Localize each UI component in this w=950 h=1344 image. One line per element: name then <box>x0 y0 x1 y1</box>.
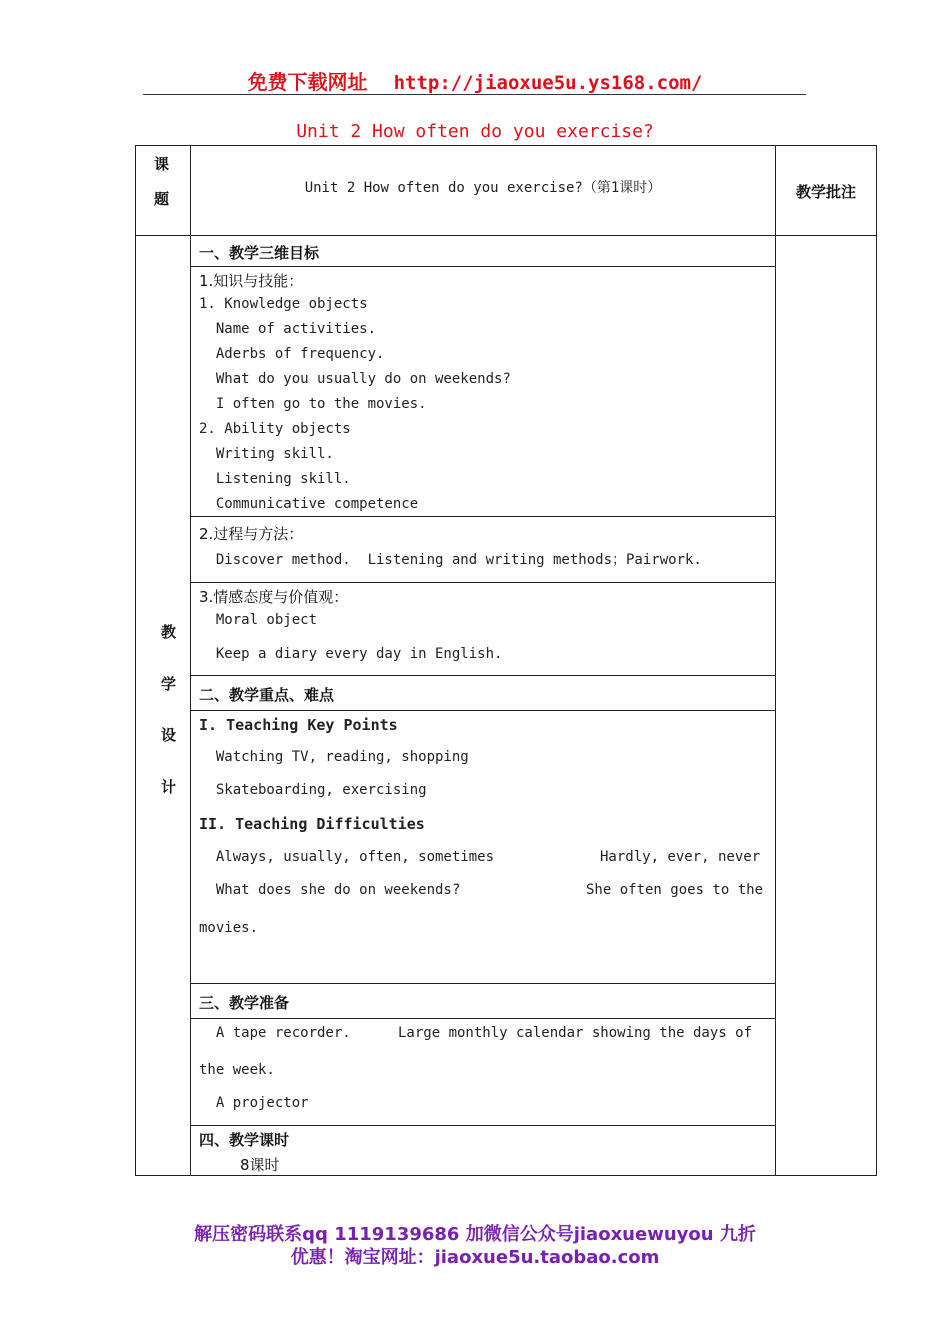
difficulties-line: movies. <box>199 920 259 936</box>
footer-text: 九折 <box>719 1224 756 1245</box>
section-heading-periods: 四、教学课时 <box>199 1131 290 1149</box>
footer-qq: qq 1119139686 <box>302 1224 460 1245</box>
teaching-notes-header: 教学批注 <box>795 183 856 201</box>
knowledge-heading: 1.知识与技能： <box>199 272 304 290</box>
footer-taobao-link[interactable]: jiaoxue5u.taobao.com <box>434 1247 660 1268</box>
knowledge-line: Listening skill. <box>199 471 351 487</box>
table-border-top <box>135 145 877 146</box>
preparation-line: A projector <box>199 1095 309 1111</box>
difficulties-line: Always, usually, often, sometimes <box>199 849 495 865</box>
row-divider <box>190 675 776 676</box>
difficulties-line: What does she do on weekends? <box>199 882 461 898</box>
row-divider <box>190 983 776 984</box>
section-heading-preparation: 三、教学准备 <box>199 994 290 1012</box>
design-label-char: 设 <box>161 726 177 744</box>
footer-wechat: jiaoxuewuyou <box>573 1224 714 1245</box>
process-heading: 2.过程与方法： <box>199 525 304 543</box>
knowledge-line: Communicative competence <box>199 496 419 512</box>
table-col-divider-1 <box>190 145 191 1176</box>
table-border-right <box>876 145 877 1176</box>
row-divider <box>190 582 776 583</box>
row-divider <box>190 516 776 517</box>
header-url-link[interactable]: http://jiaoxue5u.ys168.com/ <box>393 72 703 94</box>
topic-label-char: 课 <box>154 155 170 173</box>
header-site-label: 免费下载网址 <box>247 70 368 94</box>
topic-label-char: 题 <box>154 190 170 208</box>
row-divider <box>190 266 776 267</box>
key-points-line: Skateboarding, exercising <box>199 782 427 798</box>
difficulties-title: II. Teaching Difficulties <box>199 815 425 833</box>
key-points-title: I. Teaching Key Points <box>199 716 398 734</box>
topic-text: Unit 2 How often do you exercise?（第1课时） <box>304 180 662 196</box>
header-divider <box>143 94 806 95</box>
difficulties-line: She often goes to the <box>586 882 764 898</box>
preparation-line: Large monthly calendar showing the days of <box>398 1025 753 1041</box>
table-border-left <box>135 145 136 1176</box>
design-label-char: 学 <box>161 675 177 693</box>
footer-line-2 <box>0 1243 950 1269</box>
table-row-divider-topic <box>135 235 877 236</box>
row-divider <box>190 1125 776 1126</box>
document-title: Unit 2 How often do you exercise? <box>296 121 654 142</box>
preparation-line: the week. <box>199 1062 275 1078</box>
section-heading-key-points: 二、教学重点、难点 <box>199 686 335 704</box>
knowledge-line: What do you usually do on weekends? <box>199 371 511 387</box>
emotion-line: Moral object <box>199 612 318 628</box>
periods-value: 8课时 <box>240 1156 280 1174</box>
footer-text: 加微信公众号 <box>465 1224 574 1245</box>
header-banner <box>0 66 950 95</box>
preparation-line: A tape recorder. <box>199 1025 351 1041</box>
knowledge-line: I often go to the movies. <box>199 396 427 412</box>
footer-text: 优惠！淘宝网址： <box>290 1247 435 1268</box>
key-points-line: Watching TV, reading, shopping <box>199 749 469 765</box>
section-heading-goals: 一、教学三维目标 <box>199 244 320 262</box>
row-divider <box>190 1018 776 1019</box>
emotion-line: Keep a diary every day in English. <box>199 646 503 662</box>
knowledge-line: 2. Ability objects <box>199 421 351 437</box>
difficulties-line: Hardly, ever, never <box>600 849 761 865</box>
knowledge-line: 1. Knowledge objects <box>199 296 368 312</box>
emotion-heading: 3.情感态度与价值观： <box>199 588 349 606</box>
table-col-divider-2 <box>775 145 776 1176</box>
footer-text: 解压密码联系 <box>194 1224 303 1245</box>
row-divider <box>190 710 776 711</box>
knowledge-line: Name of activities. <box>199 321 377 337</box>
table-border-bottom <box>135 1175 877 1176</box>
knowledge-line: Writing skill. <box>199 446 334 462</box>
process-line: Discover method. Listening and writing methods；Pairwork. <box>199 552 702 568</box>
knowledge-line: Aderbs of frequency. <box>199 346 385 362</box>
design-label-char: 教 <box>161 623 177 641</box>
design-label-char: 计 <box>161 778 177 796</box>
